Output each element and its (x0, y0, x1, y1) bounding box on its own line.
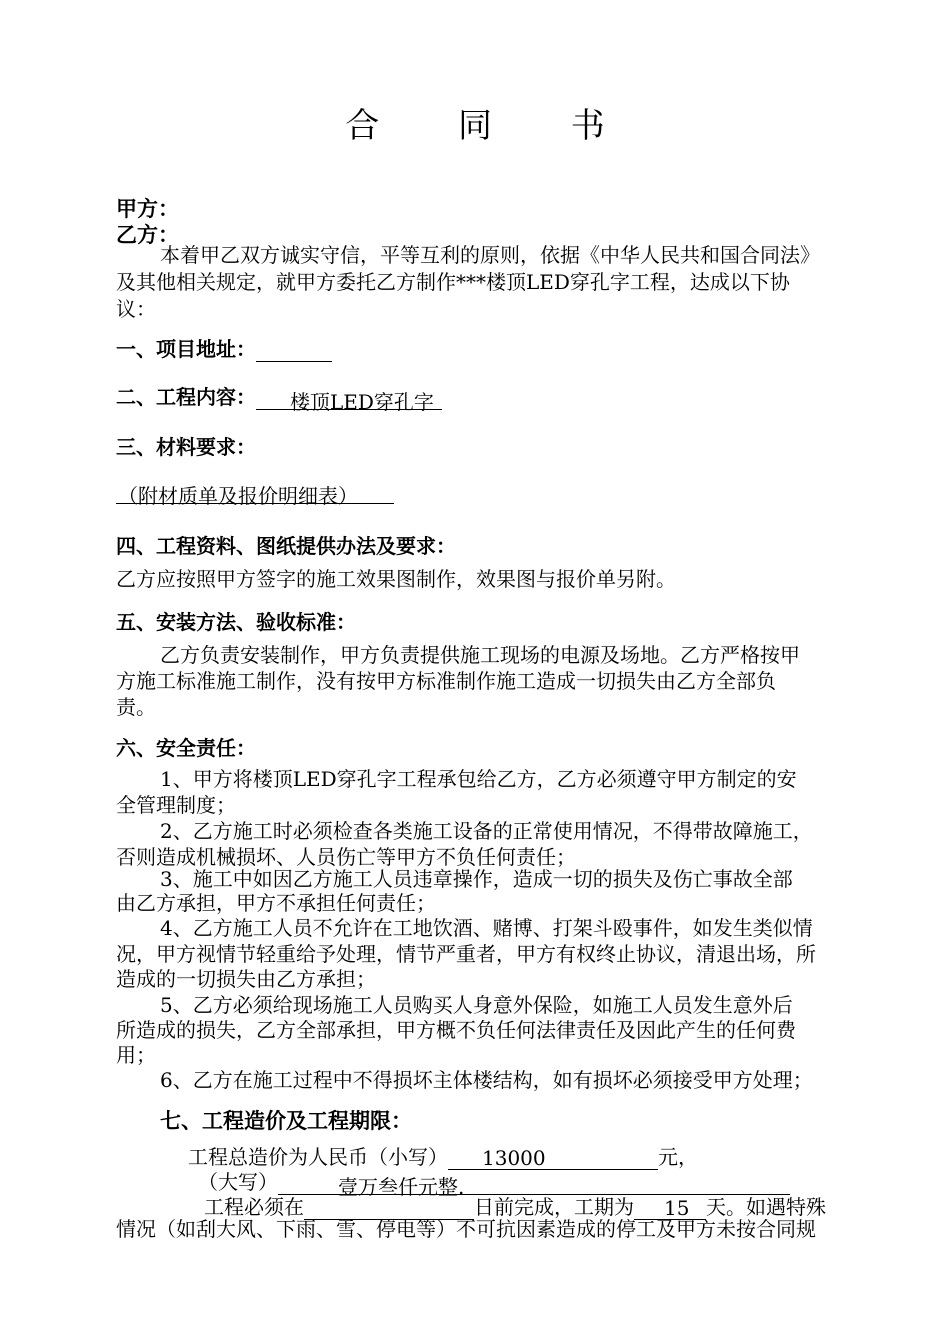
section-6-line-3: 2、乙方施工时必须检查各类施工设备的正常使用情况，不得带故障施工， (160, 819, 813, 843)
section-4-heading: 四、工程资料、图纸提供办法及要求： (116, 534, 456, 558)
section-6-line-11: 所造成的损失，乙方全部承担，甲方概不负任何法律责任及因此产生的任何费 (116, 1018, 796, 1042)
section-6-line-12: 用； (116, 1043, 156, 1067)
section-6-line-2: 全管理制度； (116, 793, 236, 817)
period-post: 天。如遇特殊 (706, 1195, 826, 1219)
section-6-line-5: 3、施工中如因乙方施工人员违章操作，造成一切的损失及伤亡事故全部 (160, 867, 793, 891)
period-days-value: 15 (634, 1196, 706, 1220)
intro-line-1: 本着甲乙双方诚实守信，平等互利的原则，依据《中华人民共和国合同法》 (160, 243, 820, 267)
price-big-value: 壹万叁仟元整. (278, 1171, 790, 1195)
project-address-blank (256, 337, 332, 362)
period-pre: 工程必须在 (204, 1195, 304, 1219)
section-3-heading: 三、材料要求： (116, 435, 256, 459)
party-a-label: 甲方： (116, 197, 179, 221)
price-unit: 元， (658, 1145, 698, 1169)
materials-note-text: （附材质单及报价明细表） (116, 480, 394, 504)
section-2-heading (116, 381, 442, 414)
section-7-last-line: 情况（如刮大风、下雨、雪、停电等）不可抗因素造成的停工及甲方未按合同规 (116, 1217, 816, 1241)
section-6-line-13: 6、乙方在施工过程中不得损坏主体楼结构，如有损坏必须接受甲方处理； (160, 1068, 813, 1092)
section-6-line-9: 造成的一切损失由乙方承担； (116, 967, 376, 991)
section-1-title: 一、项目地址： (116, 337, 256, 361)
section-6-line-1: 1、甲方将楼顶LED穿孔字工程承包给乙方，乙方必须遵守甲方制定的安 (160, 767, 797, 791)
intro-line-3: 议： (116, 297, 156, 321)
intro-line-2: 及其他相关规定，就甲方委托乙方制作***楼顶LED穿孔字工程，达成以下协 (116, 270, 790, 294)
section-2-title: 二、工程内容： (116, 385, 256, 409)
project-content-value: 楼顶LED穿孔字 (256, 386, 442, 410)
section-6-line-7: 4、乙方施工人员不允许在工地饮酒、赌博、打架斗殴事件，如发生类似情 (160, 916, 813, 940)
section-6-line-6: 由乙方承担，甲方不承担任何责任； (116, 891, 436, 915)
section-1-heading (116, 333, 332, 362)
section-4-text: 乙方应按照甲方签字的施工效果图制作，效果图与报价单另附。 (116, 567, 676, 591)
section-6-heading: 六、安全责任： (116, 736, 256, 760)
materials-note (116, 480, 394, 508)
section-5-heading: 五、安装方法、验收标准： (116, 610, 356, 634)
section-5-line-1: 乙方负责安装制作，甲方负责提供施工现场的电源及场地。乙方严格按甲 (160, 643, 800, 667)
price-small-value: 13000 (448, 1146, 658, 1170)
section-5-line-3: 责。 (116, 695, 156, 719)
price-small-label: 工程总造价为人民币（小写） (188, 1145, 448, 1169)
section-6-line-10: 5、乙方必须给现场施工人员购买人身意外保险，如施工人员发生意外后 (160, 993, 793, 1017)
price-big-label: （大写） (198, 1170, 278, 1194)
section-6-line-8: 况，甲方视情节轻重给予处理，情节严重者，甲方有权终止协议，清退出场，所 (116, 942, 816, 966)
period-mid: 日前完成，工期为 (474, 1195, 634, 1219)
section-6-line-4: 否则造成机械损坏、人员伤亡等甲方不负任何责任； (116, 845, 576, 869)
section-5-line-2: 方施工标准施工制作，没有按甲方标准制作施工造成一切损失由乙方全部负 (116, 669, 776, 693)
party-b-label: 乙方： (116, 223, 179, 247)
page-title: 合 同 书 (345, 106, 639, 146)
section-7-heading: 七、工程造价及工程期限： (160, 1109, 412, 1133)
